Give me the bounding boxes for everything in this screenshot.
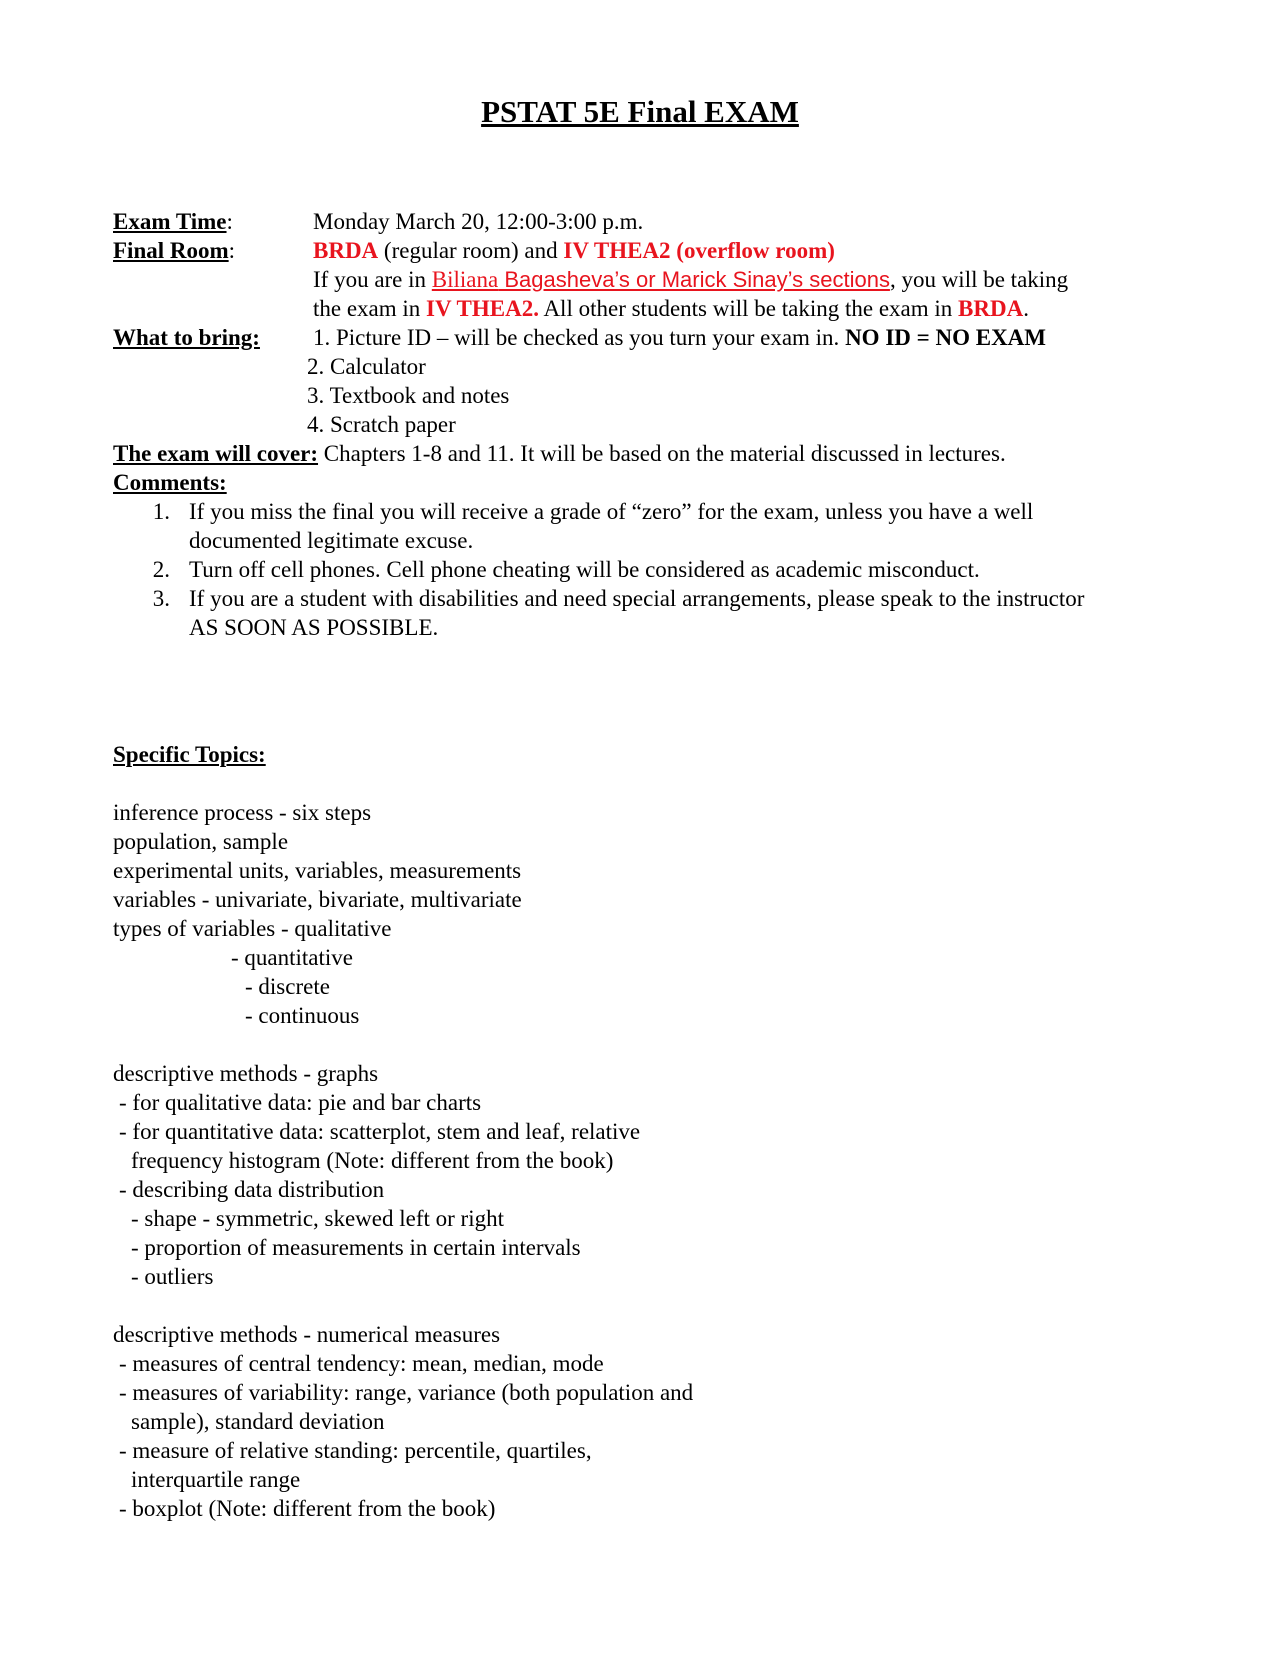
specific-topics-label: Specific Topics: bbox=[113, 742, 266, 767]
topic-line: population, sample bbox=[113, 829, 289, 854]
comment-3-line2: AS SOON AS POSSIBLE. bbox=[189, 615, 439, 640]
bring-item-2: 2. Calculator bbox=[307, 354, 426, 379]
comment-1-line2: documented legitimate excuse. bbox=[189, 528, 474, 553]
what-to-bring-label: What to bring: bbox=[113, 325, 260, 350]
topic-line: - proportion of measurements in certain intervals bbox=[131, 1235, 581, 1260]
topic-line: descriptive methods - numerical measures bbox=[113, 1322, 501, 1347]
final-room-note-line1: If you are in Biliana Bagasheva’s or Marick Sinay’s sections, you will be taking bbox=[313, 267, 1069, 292]
room-brda: BRDA bbox=[313, 238, 379, 263]
topic-line: - describing data distribution bbox=[119, 1177, 385, 1202]
comment-1-line1: If you miss the final you will receive a grade of “zero” for the exam, unless you have a well bbox=[189, 499, 1034, 524]
page-title: PSTAT 5E Final EXAM bbox=[481, 94, 799, 129]
topic-line: - shape - symmetric, skewed left or right bbox=[131, 1206, 504, 1231]
exam-time-value: Monday March 20, 12:00-3:00 p.m. bbox=[313, 209, 644, 234]
topic-line: - boxplot (Note: different from the book) bbox=[119, 1496, 496, 1521]
topic-line: - measure of relative standing: percentile, quartiles, bbox=[119, 1438, 592, 1463]
topic-line: - quantitative bbox=[231, 945, 353, 970]
final-room-value: BRDA (regular room) and IV THEA2 (overflow room) bbox=[313, 238, 835, 263]
topic-line: - continuous bbox=[245, 1003, 360, 1028]
topic-line: sample), standard deviation bbox=[131, 1409, 385, 1434]
sections-link[interactable]: Biliana Bagasheva’s or Marick Sinay’s sections bbox=[431, 267, 890, 292]
topic-line: descriptive methods - graphs bbox=[113, 1061, 379, 1086]
topic-line: - for qualitative data: pie and bar charts bbox=[119, 1090, 482, 1115]
topic-line: inference process - six steps bbox=[113, 800, 372, 825]
comment-3-line1: If you are a student with disabilities and need special arrangements, please speak to the instructor bbox=[189, 586, 1085, 611]
topic-line: interquartile range bbox=[131, 1467, 301, 1492]
bring-item-1: 1. Picture ID – will be checked as you turn your exam in. NO ID = NO EXAM bbox=[313, 325, 1046, 350]
topic-line: frequency histogram (Note: different from the book) bbox=[131, 1148, 614, 1173]
comments-label: Comments: bbox=[113, 470, 227, 495]
comment-2-line1: Turn off cell phones. Cell phone cheating will be considered as academic misconduct. bbox=[189, 557, 980, 582]
topic-line: types of variables - qualitative bbox=[113, 916, 392, 941]
topic-line: - measures of variability: range, variance (both population and bbox=[119, 1380, 694, 1405]
topic-line: variables - univariate, bivariate, multivariate bbox=[113, 887, 522, 912]
room-iv-thea2: IV THEA2 (overflow room) bbox=[563, 238, 835, 263]
final-room-label: Final Room: bbox=[113, 238, 236, 263]
topic-line: experimental units, variables, measurements bbox=[113, 858, 522, 883]
exam-cover: The exam will cover: Chapters 1-8 and 11. It will be based on the material discussed in lectures. bbox=[113, 441, 1006, 466]
topic-line: - measures of central tendency: mean, median, mode bbox=[119, 1351, 604, 1376]
comment-1-number: 1. bbox=[152, 499, 170, 524]
bring-item-4: 4. Scratch paper bbox=[307, 412, 456, 437]
exam-time-label: Exam Time: bbox=[113, 209, 233, 234]
final-room-note-line2: the exam in IV THEA2. All other students will be taking the exam in BRDA. bbox=[313, 296, 1029, 321]
bring-item-3: 3. Textbook and notes bbox=[307, 383, 510, 408]
topic-line: - discrete bbox=[245, 974, 330, 999]
comment-2-number: 2. bbox=[152, 557, 170, 582]
comment-3-number: 3. bbox=[152, 586, 170, 611]
topic-line: - for quantitative data: scatterplot, stem and leaf, relative bbox=[119, 1119, 641, 1144]
topic-line: - outliers bbox=[131, 1264, 214, 1289]
